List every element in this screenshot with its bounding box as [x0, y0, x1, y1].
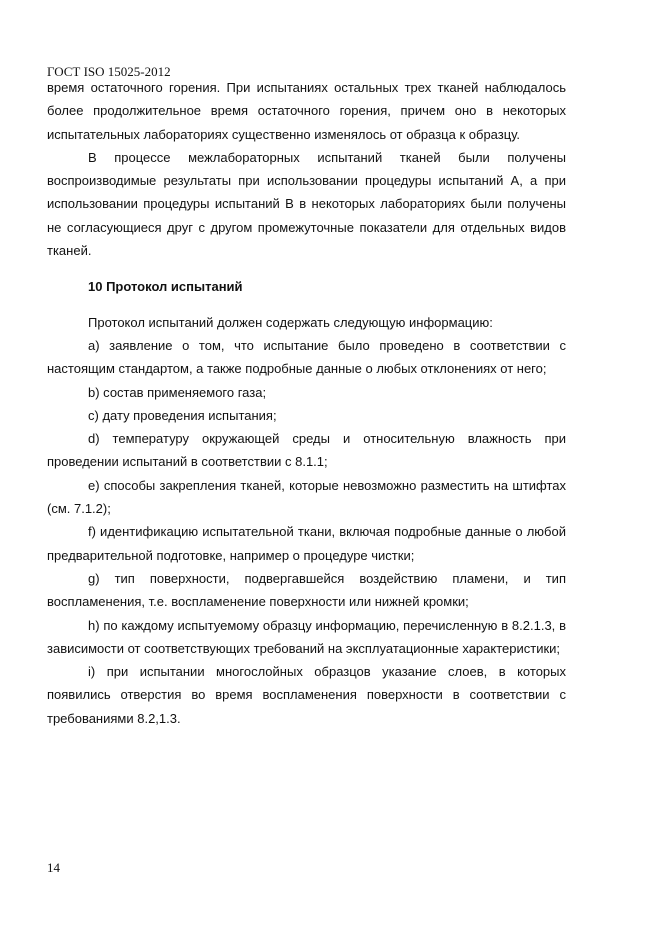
- page-body: [47, 76, 566, 730]
- section-intro: Протокол испытаний должен содержать следующую информацию:: [88, 314, 493, 330]
- list-item-e: e) способы закрепления тканей, которые невозможно разместить на штифтах (см. 7.1.2);: [47, 477, 566, 517]
- list-item-h: h) по каждому испытуемому образцу информацию, перечисленную в 8.2.1.3, в зависимости от соответствующих требований на эксплуатационные характеристики;: [47, 617, 566, 656]
- section-heading: 10 Протокол испытаний: [88, 279, 243, 295]
- paragraph-interlab: В процессе межлабораторных испытаний тканей были получены воспроизводимые результаты при использовании процедуры испытаний А, а при использовании процедуры испытаний В в некоторых лабораториях были получены не согласующиеся друг с другом промежуточные показатели для отдельных видов тканей.: [47, 149, 566, 259]
- list-item-a: a) заявление о том, что испытание было проведено в соответствии с настоящим стандартом, а также подробные данные о любых отклонениях от него;: [47, 337, 566, 377]
- list-item-c: c) дату проведения испытания;: [88, 407, 277, 423]
- paragraph-continuation: время остаточного горения. При испытаниях остальных трех тканей наблюдалось более продолжительное время остаточного горения, причем оно в некоторых испытательных лабораториях существенно изменялось от образца к образцу.: [47, 80, 566, 142]
- list-item-d: d) температуру окружающей среды и относительную влажность при проведении испытаний в соответствии с 8.1.1;: [47, 431, 566, 470]
- document-header: ГОСТ ISO 15025-2012: [47, 64, 171, 79]
- list-item-i: i) при испытании многослойных образцов указание слоев, в которых появились отверстия во время воспламенения поверхности в соответствии с требованиями 8.2,1.3.: [47, 664, 566, 726]
- list-item-g: g) тип поверхности, подвергавшейся воздействию пламени, и тип воспламенения, т.е. воспламенение поверхности или нижней кромки;: [47, 570, 566, 610]
- list-item-f: f) идентификацию испытательной ткани, включая подробные данные о любой предварительной подготовке, например о процедуре чистки;: [47, 524, 566, 563]
- list-item-b: b) состав применяемого газа;: [88, 384, 267, 400]
- page-number: 14: [47, 860, 60, 875]
